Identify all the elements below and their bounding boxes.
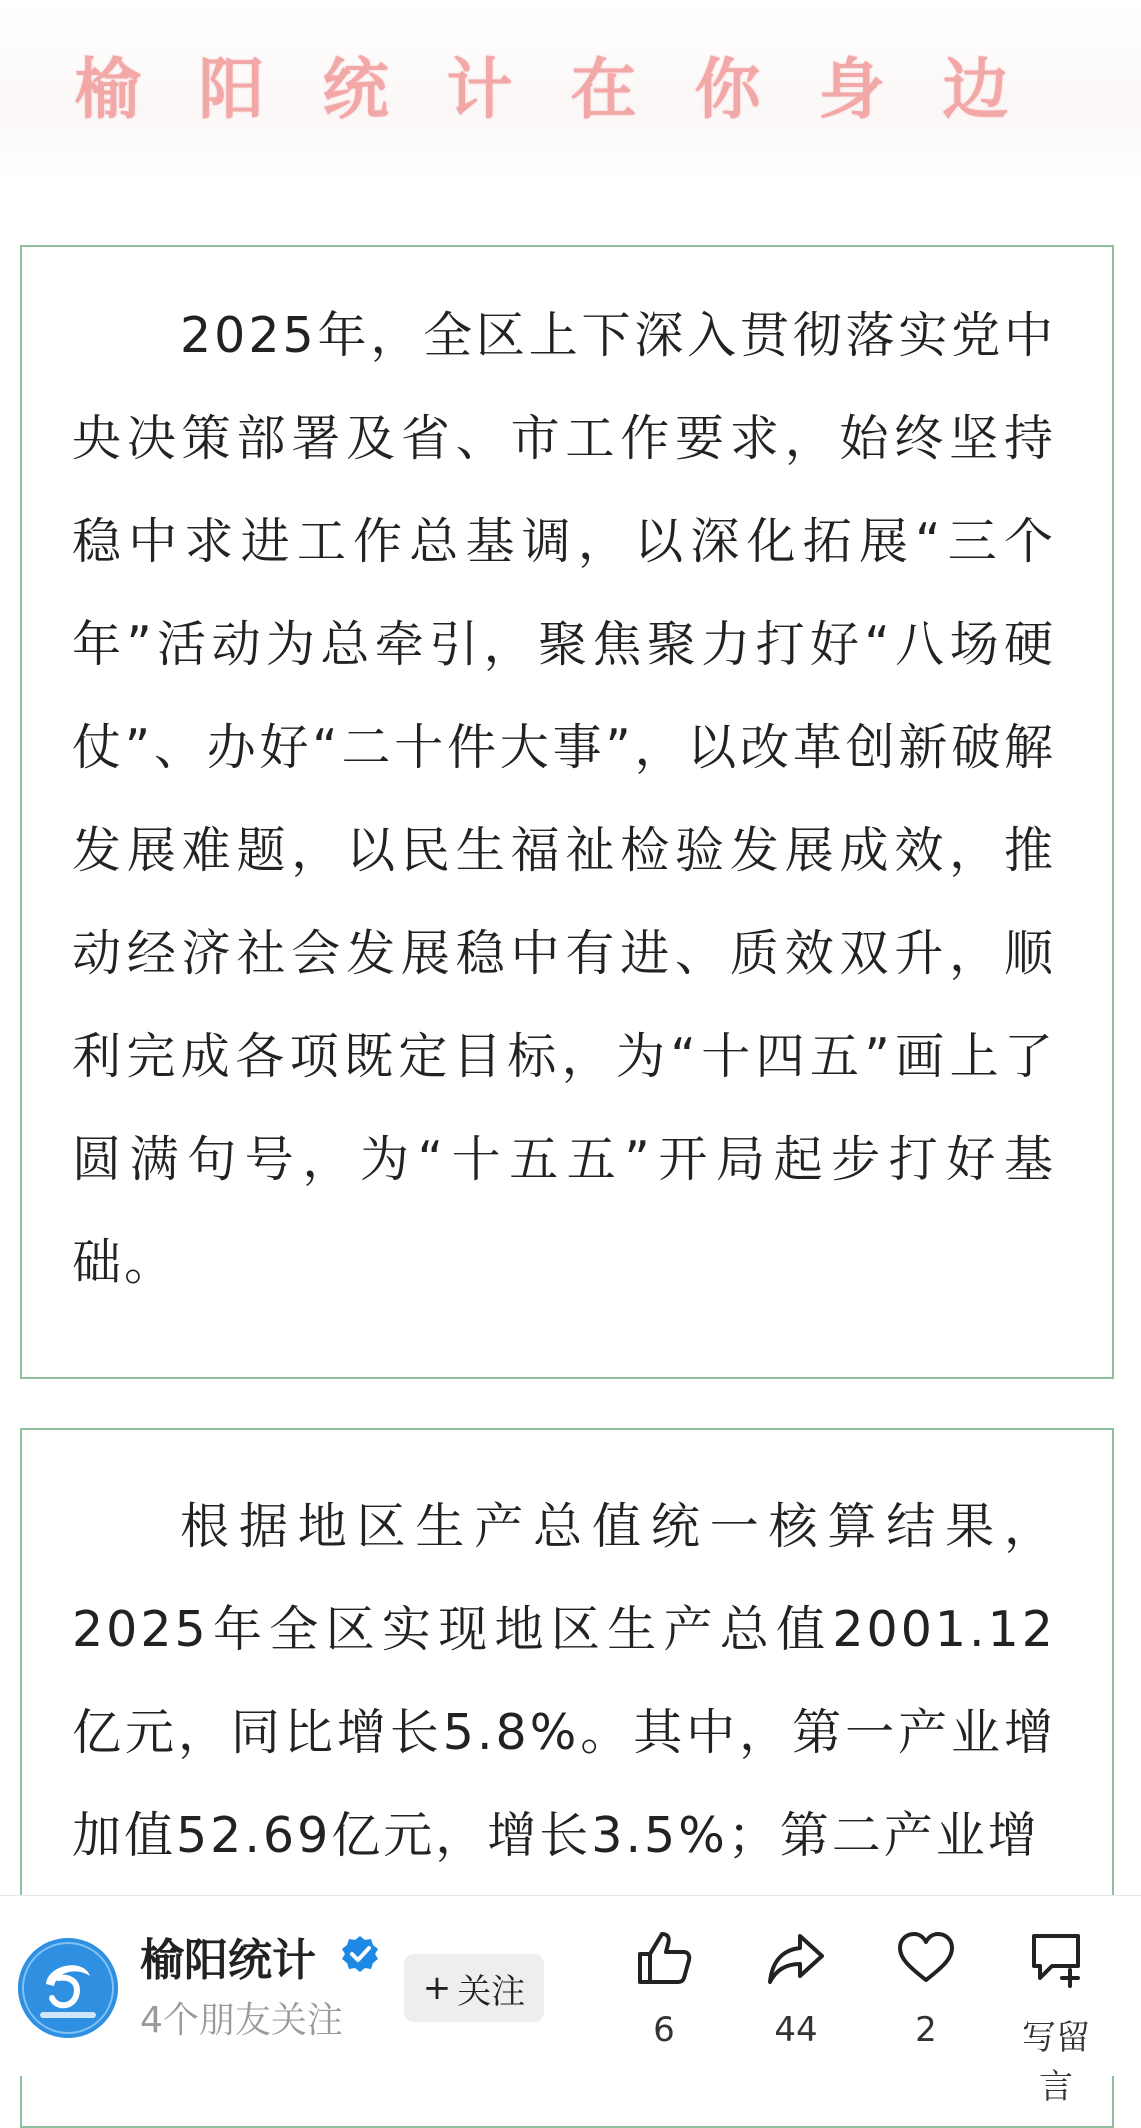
verified-badge-icon [340,1934,380,1974]
yuyang-stats-logo-icon [18,1938,118,2038]
comment-button[interactable] [1006,1926,1106,2108]
heart-icon [894,1926,958,1990]
account-avatar[interactable] [18,1938,118,2038]
favorite-button[interactable] [876,1926,976,2050]
article-card-intro [20,245,1114,1379]
account-name[interactable]: 榆阳统计 [140,1935,316,1986]
share-button[interactable] [746,1926,846,2050]
article-paragraph: 2025年，全区上下深入贯彻落实党中央决策部署及省、市工作要求，始终坚持稳中求进工作总基调，以深化拓展“三个年”活动为总牵引，聚焦聚力打好“八场硬仗”、办好“二十件大事”，以改革创新破解发展难题，以民生福祉检验发展成效，推动经济社会发展稳中有进、质效双升，顺利完成各项既定目标，为“十四五”画上了圆满句号，为“十五五”开局起步打好基础。 [72,307,1056,1291]
banner-title: 榆阳统计在你身边 [74,50,1067,128]
like-count: 6 [653,2010,675,2050]
favorite-count: 2 [915,2010,937,2050]
follow-button-label: 关注 [457,1971,526,2012]
share-arrow-icon [764,1926,828,1990]
header-banner [0,0,1141,180]
share-count: 44 [774,2010,818,2050]
like-button[interactable] [614,1926,714,2050]
plus-icon: + [422,1968,452,2008]
account-action-bar [0,1895,1141,2107]
comment-label: 写留言 [1022,2018,1090,2107]
follow-button[interactable] [404,1954,544,2022]
thumbs-up-icon [632,1926,696,1990]
article-paragraph: 根据地区生产总值统一核算结果，2025年全区实现地区生产总值2001.12亿元，同比增长5.8%。其中，第一产业增加值52.69亿元，增长3.5%；第二产业增 [72,1498,1056,1864]
friends-following-count: 4个朋友关注 [140,2000,343,2041]
comment-add-icon [1024,1926,1088,1990]
